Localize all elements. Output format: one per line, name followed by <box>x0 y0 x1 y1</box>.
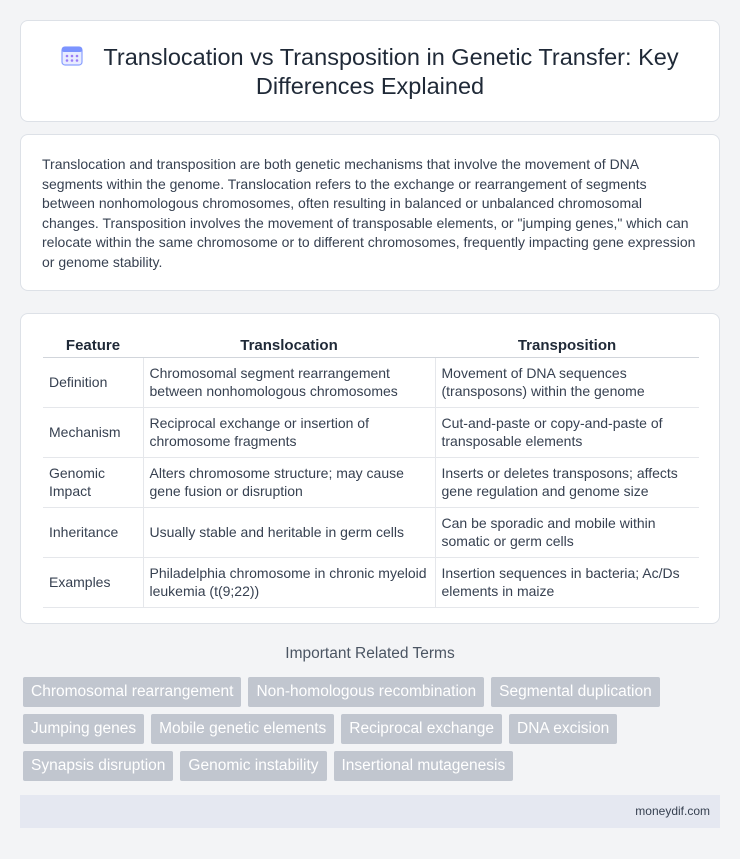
table-cell-feature: Mechanism <box>43 407 143 457</box>
intro-card <box>20 134 720 291</box>
table-row <box>43 407 699 457</box>
table-cell-feature: Inheritance <box>43 507 143 557</box>
term-tag[interactable]: Non-homologous recombination <box>248 677 484 707</box>
table-row <box>43 357 699 407</box>
column-header-feature: Feature <box>43 336 143 357</box>
page-title: Translocation vs Transposition in Genetic Transfer: Key Differences Explained <box>103 44 679 99</box>
table-cell-transposition: Movement of DNA sequences (transposons) within the genome <box>435 357 699 407</box>
table-cell-transposition: Cut-and-paste or copy-and-paste of transposable elements <box>435 407 699 457</box>
intro-paragraph: Translocation and transposition are both genetic mechanisms that involve the movement of DNA segments within the genome. Translocation refers to the exchange or rearrangement of segments between nonhomologous chromosomes, often resulting in balanced or unbalanced chromosomal changes. Transposition involves the movement of transposable elements, or "jumping genes," which can relocate within the same chromosome or to different chromosomes, frequently impacting gene expression or genome stability. <box>42 156 696 270</box>
table-cell-transposition: Insertion sequences in bacteria; Ac/Ds elements in maize <box>435 557 699 607</box>
column-header-transposition: Transposition <box>435 336 699 357</box>
table-row <box>43 457 699 507</box>
term-tag[interactable]: DNA excision <box>509 714 617 744</box>
comparison-table <box>43 336 699 608</box>
term-tag[interactable]: Segmental duplication <box>491 677 660 707</box>
term-tag[interactable]: Chromosomal rearrangement <box>23 677 241 707</box>
table-cell-transposition: Inserts or deletes transposons; affects gene regulation and genome size <box>435 457 699 507</box>
footer <box>20 795 720 828</box>
table-row <box>43 507 699 557</box>
table-cell-translocation: Philadelphia chromosome in chronic myeloid leukemia (t(9;22)) <box>143 557 435 607</box>
term-tag[interactable]: Reciprocal exchange <box>341 714 502 744</box>
term-tag[interactable]: Insertional mutagenesis <box>334 751 514 781</box>
table-cell-feature: Examples <box>43 557 143 607</box>
calendar-grid-icon <box>61 45 83 67</box>
term-tag[interactable]: Mobile genetic elements <box>151 714 334 744</box>
related-terms-heading: Important Related Terms <box>285 645 455 662</box>
table-cell-transposition: Can be sporadic and mobile within somatic or germ cells <box>435 507 699 557</box>
footer-site-link[interactable]: moneydif.com <box>635 804 710 818</box>
table-header-row <box>43 336 699 357</box>
title-card <box>20 20 720 122</box>
comparison-table-card <box>20 313 720 624</box>
table-cell-translocation: Chromosomal segment rearrangement between nonhomologous chromosomes <box>143 357 435 407</box>
page-title-wrap <box>21 43 719 101</box>
table-cell-feature: Genomic Impact <box>43 457 143 507</box>
table-cell-feature: Definition <box>43 357 143 407</box>
table-row <box>43 557 699 607</box>
column-header-translocation: Translocation <box>143 336 435 357</box>
term-tag[interactable]: Genomic instability <box>180 751 326 781</box>
table-cell-translocation: Alters chromosome structure; may cause gene fusion or disruption <box>143 457 435 507</box>
term-tag[interactable]: Synapsis disruption <box>23 751 173 781</box>
table-cell-translocation: Reciprocal exchange or insertion of chromosome fragments <box>143 407 435 457</box>
related-terms-list <box>23 677 693 788</box>
term-tag[interactable]: Jumping genes <box>23 714 144 744</box>
table-cell-translocation: Usually stable and heritable in germ cells <box>143 507 435 557</box>
